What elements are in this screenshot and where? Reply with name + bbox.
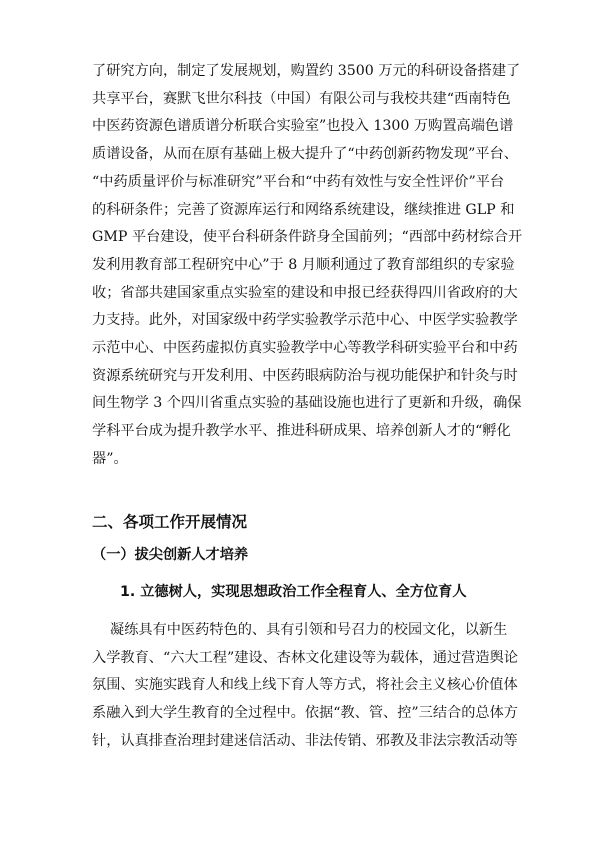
text-line: 系融入到大学生教育的全过程中。依据“教、管、控”三结合的总体方 (92, 705, 518, 722)
text-line: 质谱设备，从而在原有基础上极大提升了“中药创新药物发现”平台、 (92, 146, 518, 163)
text-line: 示范中心、中医药虚拟仿真实验教学中心等教学科研实验平台和中药 (92, 340, 518, 357)
text-line: 了研究方向，制定了发展规划，购置约 3500 万元的科研设备搭建了 (92, 63, 521, 79)
text-line: 凝练具有中医药特色的、具有引领和号召力的校园文化，以新生 (92, 622, 508, 638)
body-paragraph (92, 617, 518, 756)
body-paragraph (92, 58, 523, 474)
text-line: 的科研条件；完善了资源库运行和网络系统建设，继续推进 GLP 和 (92, 201, 515, 218)
text-line: 器”。 (92, 450, 128, 467)
text-line: 学科平台成为提升教学水平、推进科研成果、培养创新人才的“孵化 (92, 423, 511, 440)
section-heading: 二、各项工作开展情况 (92, 513, 248, 531)
text-line: 中医药资源色谱质谱分析联合实验室”也投入 1300 万购置高端色谱 (92, 118, 514, 135)
text-line: 针，认真排查治理封建迷信活动、非法传销、邪教及非法宗教活动等 (92, 732, 518, 749)
text-line: 收；省部共建国家重点实验室的建设和申报已经获得四川省政府的大 (92, 284, 518, 301)
text-line: 资源系统研究与开发利用、中医药眼病防治与视功能保护和针灸与时 (92, 367, 518, 384)
text-line: 入学教育、“六大工程”建设、杏林文化建设等为载体，通过营造舆论 (92, 649, 518, 666)
item-heading: 1. 立德树人，实现思想政治工作全程育人、全方位育人 (120, 584, 467, 600)
text-line: GMP 平台建设，使平台科研条件跻身全国前列；“西部中药材综合开 (92, 229, 523, 246)
text-line: 共享平台，赛默飞世尔科技（中国）有限公司与我校共建“西南特色 (92, 90, 511, 107)
text-line: “中药质量评价与标准研究”平台和“中药有效性与安全性评价”平台 (92, 173, 505, 190)
text-line: 氛围、实施实践育人和线上线下育人等方式，将社会主义核心价值体 (92, 677, 518, 694)
text-line: 力支持。此外，对国家级中药学实验教学示范中心、中医学实验教学 (92, 312, 518, 329)
text-line: 间生物学 3 个四川省重点实验的基础设施也进行了更新和升级，确保 (92, 395, 522, 412)
subsection-heading: （一）拔尖创新人才培养 (92, 547, 249, 563)
text-line: 发利用教育部工程研究中心”于 8 月顺利通过了教育部组织的专家验 (92, 256, 515, 273)
